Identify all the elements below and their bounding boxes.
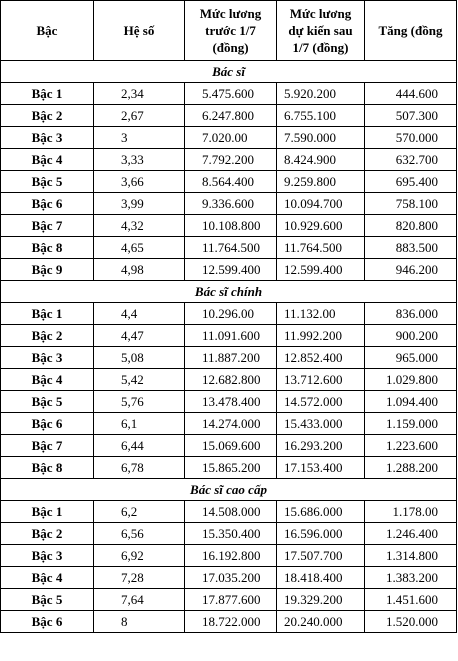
cell-tang: 758.100 — [365, 193, 457, 215]
table-row — [1, 589, 457, 611]
cell-truoc: 7.792.200 — [185, 149, 277, 171]
cell-sau: 13.712.600 — [277, 369, 365, 391]
cell-bac: Bậc 7 — [1, 215, 94, 237]
cell-bac: Bậc 8 — [1, 237, 94, 259]
cell-sau: 14.572.000 — [277, 391, 365, 413]
cell-bac: Bậc 9 — [1, 259, 94, 281]
cell-he-so: 6,44 — [94, 435, 185, 457]
section-row — [1, 479, 457, 501]
table-row — [1, 435, 457, 457]
cell-he-so: 4,4 — [94, 303, 185, 325]
header-he-so: Hệ số — [94, 1, 185, 61]
cell-sau: 17.153.400 — [277, 457, 365, 479]
cell-bac: Bậc 6 — [1, 413, 94, 435]
cell-he-so: 2,34 — [94, 83, 185, 105]
cell-tang: 1.246.400 — [365, 523, 457, 545]
cell-bac: Bậc 6 — [1, 193, 94, 215]
cell-sau: 15.686.000 — [277, 501, 365, 523]
cell-truoc: 6.247.800 — [185, 105, 277, 127]
table-row — [1, 303, 457, 325]
cell-truoc: 11.091.600 — [185, 325, 277, 347]
cell-sau: 16.293.200 — [277, 435, 365, 457]
cell-tang: 946.200 — [365, 259, 457, 281]
table-row — [1, 347, 457, 369]
cell-truoc: 8.564.400 — [185, 171, 277, 193]
cell-he-so: 6,92 — [94, 545, 185, 567]
section-row — [1, 61, 457, 83]
cell-truoc: 11.887.200 — [185, 347, 277, 369]
cell-tang: 820.800 — [365, 215, 457, 237]
table-row — [1, 413, 457, 435]
cell-tang: 900.200 — [365, 325, 457, 347]
header-sau-line1: Mức lương — [289, 6, 352, 21]
table-row — [1, 567, 457, 589]
cell-he-so: 8 — [94, 611, 185, 633]
section-row — [1, 281, 457, 303]
table-row — [1, 523, 457, 545]
cell-sau: 9.259.800 — [277, 171, 365, 193]
cell-tang: 1.288.200 — [365, 457, 457, 479]
table-row — [1, 391, 457, 413]
cell-tang: 444.600 — [365, 83, 457, 105]
header-truoc — [185, 1, 277, 61]
cell-he-so: 7,28 — [94, 567, 185, 589]
cell-truoc: 11.764.500 — [185, 237, 277, 259]
cell-sau: 16.596.000 — [277, 523, 365, 545]
cell-bac: Bậc 3 — [1, 127, 94, 149]
cell-bac: Bậc 3 — [1, 347, 94, 369]
cell-he-so: 5,08 — [94, 347, 185, 369]
cell-bac: Bậc 5 — [1, 391, 94, 413]
cell-truoc: 14.274.000 — [185, 413, 277, 435]
cell-truoc: 15.069.600 — [185, 435, 277, 457]
cell-tang: 632.700 — [365, 149, 457, 171]
section-title: Bác sĩ cao cấp — [1, 479, 457, 501]
header-truoc-line1: Mức lương — [199, 6, 262, 21]
cell-sau: 5.920.200 — [277, 83, 365, 105]
header-bac: Bậc — [1, 1, 94, 61]
cell-tang: 1.223.600 — [365, 435, 457, 457]
cell-sau: 11.132.00 — [277, 303, 365, 325]
cell-he-so: 4,98 — [94, 259, 185, 281]
table-row — [1, 83, 457, 105]
section-title: Bác sĩ — [1, 61, 457, 83]
header-tang: Tăng (đồng — [365, 1, 457, 61]
cell-sau: 20.240.000 — [277, 611, 365, 633]
cell-bac: Bậc 4 — [1, 567, 94, 589]
table-row — [1, 501, 457, 523]
table-row — [1, 369, 457, 391]
cell-truoc: 13.478.400 — [185, 391, 277, 413]
cell-sau: 10.094.700 — [277, 193, 365, 215]
cell-truoc: 17.877.600 — [185, 589, 277, 611]
table-row — [1, 325, 457, 347]
cell-bac: Bậc 4 — [1, 149, 94, 171]
cell-he-so: 5,42 — [94, 369, 185, 391]
section-title: Bác sĩ chính — [1, 281, 457, 303]
cell-bac: Bậc 6 — [1, 611, 94, 633]
cell-truoc: 15.865.200 — [185, 457, 277, 479]
cell-sau: 15.433.000 — [277, 413, 365, 435]
cell-bac: Bậc 5 — [1, 171, 94, 193]
cell-tang: 1.029.800 — [365, 369, 457, 391]
cell-bac: Bậc 2 — [1, 523, 94, 545]
cell-tang: 507.300 — [365, 105, 457, 127]
cell-he-so: 4,65 — [94, 237, 185, 259]
cell-bac: Bậc 2 — [1, 325, 94, 347]
cell-tang: 883.500 — [365, 237, 457, 259]
table-header — [1, 1, 457, 61]
table-row — [1, 611, 457, 633]
cell-sau: 11.992.200 — [277, 325, 365, 347]
cell-he-so: 4,47 — [94, 325, 185, 347]
cell-truoc: 5.475.600 — [185, 83, 277, 105]
cell-sau: 6.755.100 — [277, 105, 365, 127]
cell-truoc: 7.020.00 — [185, 127, 277, 149]
cell-bac: Bậc 5 — [1, 589, 94, 611]
table-body — [1, 61, 457, 633]
cell-bac: Bậc 7 — [1, 435, 94, 457]
cell-he-so: 6,2 — [94, 501, 185, 523]
cell-tang: 1.451.600 — [365, 589, 457, 611]
cell-truoc: 17.035.200 — [185, 567, 277, 589]
cell-sau: 8.424.900 — [277, 149, 365, 171]
cell-tang: 1.178.00 — [365, 501, 457, 523]
cell-bac: Bậc 4 — [1, 369, 94, 391]
header-sau-line3: 1/7 (đồng) — [292, 40, 349, 55]
cell-tang: 695.400 — [365, 171, 457, 193]
cell-sau: 12.852.400 — [277, 347, 365, 369]
cell-tang: 965.000 — [365, 347, 457, 369]
cell-bac: Bậc 1 — [1, 303, 94, 325]
cell-tang: 1.159.000 — [365, 413, 457, 435]
header-sau-line2: dự kiến sau — [288, 23, 353, 38]
cell-he-so: 3,66 — [94, 171, 185, 193]
table-row — [1, 457, 457, 479]
cell-tang: 836.000 — [365, 303, 457, 325]
cell-bac: Bậc 8 — [1, 457, 94, 479]
cell-sau: 11.764.500 — [277, 237, 365, 259]
cell-he-so: 5,76 — [94, 391, 185, 413]
cell-truoc: 15.350.400 — [185, 523, 277, 545]
cell-sau: 10.929.600 — [277, 215, 365, 237]
cell-truoc: 14.508.000 — [185, 501, 277, 523]
cell-tang: 570.000 — [365, 127, 457, 149]
table-row — [1, 127, 457, 149]
table-row — [1, 171, 457, 193]
cell-tang: 1.383.200 — [365, 567, 457, 589]
cell-bac: Bậc 1 — [1, 83, 94, 105]
header-truoc-line2: trước 1/7 — [205, 23, 256, 38]
cell-truoc: 10.296.00 — [185, 303, 277, 325]
cell-bac: Bậc 1 — [1, 501, 94, 523]
table-row — [1, 193, 457, 215]
cell-he-so: 3,99 — [94, 193, 185, 215]
cell-tang: 1.314.800 — [365, 545, 457, 567]
cell-truoc: 18.722.000 — [185, 611, 277, 633]
cell-sau: 17.507.700 — [277, 545, 365, 567]
table-row — [1, 259, 457, 281]
cell-he-so: 6,56 — [94, 523, 185, 545]
cell-sau: 12.599.400 — [277, 259, 365, 281]
table-row — [1, 237, 457, 259]
cell-he-so: 7,64 — [94, 589, 185, 611]
cell-sau: 18.418.400 — [277, 567, 365, 589]
table-row — [1, 545, 457, 567]
cell-bac: Bậc 2 — [1, 105, 94, 127]
cell-tang: 1.520.000 — [365, 611, 457, 633]
cell-he-so: 3 — [94, 127, 185, 149]
table-row — [1, 215, 457, 237]
cell-sau: 19.329.200 — [277, 589, 365, 611]
header-sau — [277, 1, 365, 61]
cell-he-so: 6,78 — [94, 457, 185, 479]
header-truoc-line3: (đồng) — [212, 40, 249, 55]
cell-truoc: 12.682.800 — [185, 369, 277, 391]
cell-tang: 1.094.400 — [365, 391, 457, 413]
cell-truoc: 10.108.800 — [185, 215, 277, 237]
table-row — [1, 149, 457, 171]
cell-sau: 7.590.000 — [277, 127, 365, 149]
cell-he-so: 6,1 — [94, 413, 185, 435]
cell-truoc: 9.336.600 — [185, 193, 277, 215]
cell-truoc: 16.192.800 — [185, 545, 277, 567]
table-row — [1, 105, 457, 127]
cell-truoc: 12.599.400 — [185, 259, 277, 281]
cell-he-so: 3,33 — [94, 149, 185, 171]
cell-bac: Bậc 3 — [1, 545, 94, 567]
cell-he-so: 2,67 — [94, 105, 185, 127]
cell-he-so: 4,32 — [94, 215, 185, 237]
